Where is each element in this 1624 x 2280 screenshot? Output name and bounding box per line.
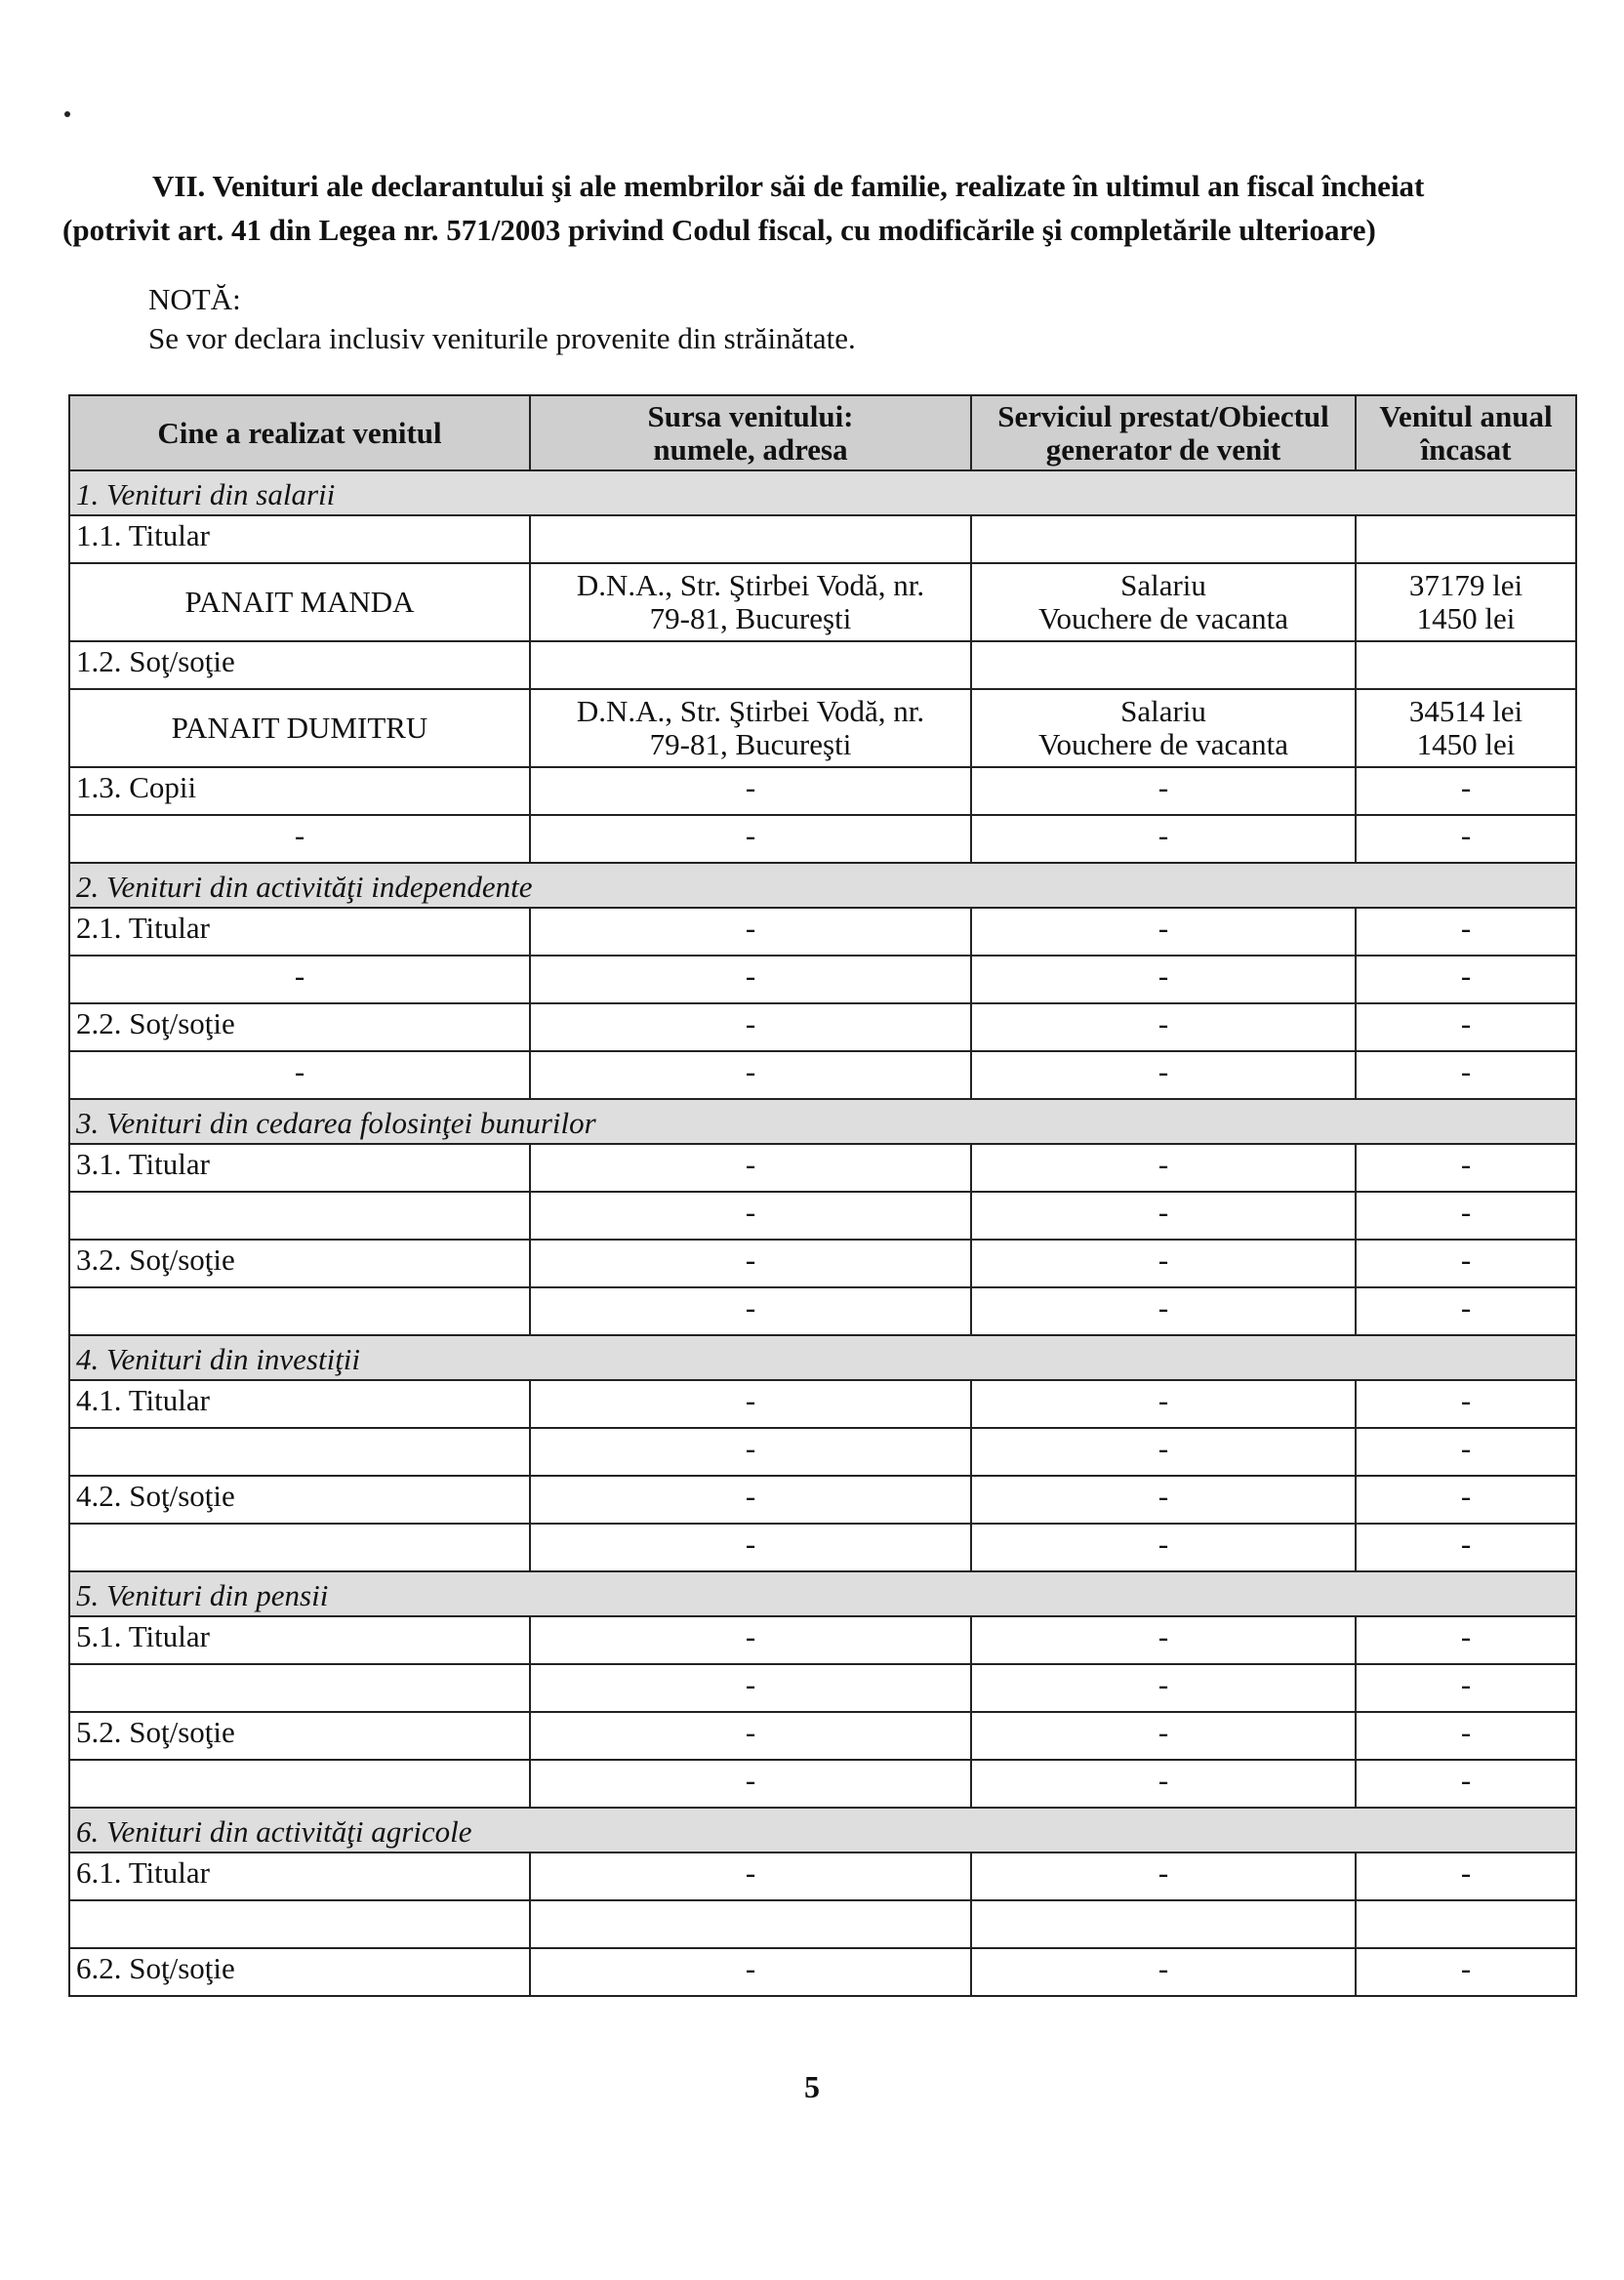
table-row: - - - - [69,956,1576,1003]
category-row-independent [69,863,1576,908]
row-label: 1.3. Copii [69,767,530,815]
table-row: 4.1. Titular - - - [69,1380,1576,1428]
table-row: - - - [69,1760,1576,1808]
table-header-row [69,395,1576,470]
row-label: 5.2. Soţ/soţie [69,1712,530,1760]
category-row-pensions [69,1571,1576,1616]
scan-dot [64,111,70,117]
category-title: 3. Venituri din cedarea folosinţei bunurilor [76,1106,596,1140]
income-source: D.N.A., Str. Ştirbei Vodă, nr. 79-81, Bucureşti [530,563,971,641]
category-row-salaries [69,470,1576,515]
category-title: 4. Venituri din investiţii [76,1342,361,1376]
category-title: 2. Venituri din activităţi independente [76,870,533,904]
income-source: D.N.A., Str. Ştirbei Vodă, nr. 79-81, Bucureşti [530,689,971,767]
table-row: 6.2. Soţ/soţie - - - [69,1948,1576,1996]
note-title: NOTĂ: [148,282,241,316]
row-label: 4.1. Titular [69,1380,530,1428]
row-label: 5.1. Titular [69,1616,530,1664]
row-label: 1.1. Titular [69,515,530,563]
income-amount: 34514 lei 1450 lei [1356,689,1576,767]
category-row-property-use [69,1099,1576,1144]
table-row: 4.2. Soţ/soţie - - - [69,1476,1576,1524]
header-source: Sursa venitului: numele, adresa [530,395,971,470]
header-income: Venitul anual încasat [1356,395,1576,470]
table-row: 1.3. Copii - - - [69,767,1576,815]
table-row: - - - [69,1287,1576,1335]
row-label: 4.2. Soţ/soţie [69,1476,530,1524]
category-title: 5. Venituri din pensii [76,1578,329,1612]
income-amount: 37179 lei 1450 lei [1356,563,1576,641]
category-row-investments [69,1335,1576,1380]
heading-line-1: VII. Venituri ale declarantului şi ale membrilor săi de familie, realizate în ultimul an fiscal încheiat [152,169,1425,203]
income-service: Salariu Vouchere de vacanta [971,689,1356,767]
row-label: 2.1. Titular [69,908,530,956]
category-title: 6. Venituri din activităţi agricole [76,1814,472,1849]
income-table [68,394,1577,1997]
row-label: 1.2. Soţ/soţie [69,641,530,689]
row-label: 3.1. Titular [69,1144,530,1192]
section-heading [59,164,1601,252]
row-label: 2.2. Soţ/soţie [69,1003,530,1051]
page-number: 5 [804,2069,820,2104]
row-label: 3.2. Soţ/soţie [69,1240,530,1287]
row-label: 6.2. Soţ/soţie [69,1948,530,1996]
table-row-spouse-income [69,689,1576,767]
note-block [148,280,856,358]
category-title: 1. Venituri din salarii [76,477,336,511]
header-who: Cine a realizat venitul [69,395,530,470]
table-row: - - - [69,1664,1576,1712]
table-row: 3.2. Soţ/soţie - - - [69,1240,1576,1287]
income-service: Salariu Vouchere de vacanta [971,563,1356,641]
category-row-agricultural [69,1808,1576,1852]
person-name: PANAIT MANDA [69,563,530,641]
table-row: 5.2. Soţ/soţie - - - [69,1712,1576,1760]
person-name: PANAIT DUMITRU [69,689,530,767]
table-row: - - - - [69,815,1576,863]
heading-line-2: (potrivit art. 41 din Legea nr. 571/2003 privind Codul fiscal, cu modificările şi completările ulterioare) [62,213,1376,247]
table-row: 2.2. Soţ/soţie - - - [69,1003,1576,1051]
table-row [69,1900,1576,1948]
note-text: Se vor declara inclusiv veniturile provenite din străinătate. [148,321,856,355]
table-row: - - - [69,1524,1576,1571]
table-row: 6.1. Titular - - - [69,1852,1576,1900]
table-row [69,515,1576,563]
table-row [69,641,1576,689]
table-row-titular-income [69,563,1576,641]
table-row: 3.1. Titular - - - [69,1144,1576,1192]
table-row: - - - [69,1192,1576,1240]
row-label: 6.1. Titular [69,1852,530,1900]
table-row: - - - - [69,1051,1576,1099]
table-row: - - - [69,1428,1576,1476]
table-row: 5.1. Titular - - - [69,1616,1576,1664]
table-row: 2.1. Titular - - - [69,908,1576,956]
header-service: Serviciul prestat/Obiectul generator de venit [971,395,1356,470]
